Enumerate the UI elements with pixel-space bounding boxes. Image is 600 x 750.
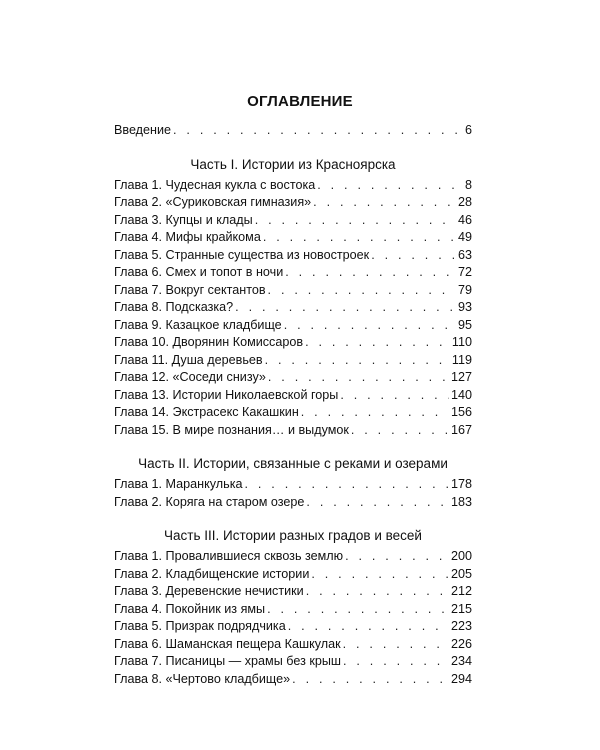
toc-entry-page: 49 — [457, 230, 472, 244]
table-of-contents — [114, 122, 472, 688]
dot-leader — [255, 212, 456, 230]
dot-leader — [343, 653, 449, 671]
dot-leader — [245, 476, 449, 494]
toc-entry[interactable] — [114, 264, 472, 282]
toc-entry-page: 200 — [450, 549, 472, 563]
dot-leader — [343, 636, 449, 654]
toc-entry[interactable] — [114, 352, 472, 370]
toc-entry-label: Глава 8. Подсказка? — [114, 300, 234, 314]
toc-entry-label: Глава 2. «Суриковская гимназия» — [114, 195, 312, 209]
toc-entry-page: 205 — [450, 566, 472, 581]
toc-entry-label: Глава 9. Казацкое кладбище — [114, 317, 282, 332]
toc-entry-label: Глава 5. Странные существа из новостроек — [114, 247, 370, 262]
toc-entry-label: Глава 1. Провалившиеся сквозь землю — [114, 549, 344, 563]
toc-entry[interactable] — [114, 601, 472, 619]
toc-entry-page: 178 — [450, 477, 472, 491]
toc-entry[interactable] — [114, 177, 472, 195]
toc-entry[interactable] — [114, 404, 472, 422]
dot-leader — [235, 299, 456, 317]
toc-entry-page: 183 — [450, 494, 472, 509]
toc-entry[interactable] — [114, 476, 472, 494]
toc-entry[interactable] — [114, 212, 472, 230]
dot-leader — [371, 247, 456, 265]
dot-leader — [306, 494, 449, 512]
toc-entry[interactable] — [114, 194, 472, 212]
toc-entry-page: 223 — [450, 619, 472, 633]
part-heading: Часть III. Истории разных градов и весей — [164, 528, 422, 543]
toc-entry-page: 212 — [450, 584, 472, 598]
dot-leader — [345, 548, 449, 566]
toc-entry-label: Глава 2. Коряга на старом озере — [114, 494, 305, 509]
part-heading: Часть I. Истории из Красноярска — [190, 156, 396, 172]
dot-leader — [306, 583, 449, 601]
dot-leader — [285, 264, 456, 282]
toc-entry[interactable] — [114, 422, 472, 440]
toc-entry-label: Глава 13. Истории Николаевской горы — [114, 387, 339, 402]
toc-entry-label: Глава 6. Шаманская пещера Кашкулак — [114, 636, 341, 651]
toc-entry-page: 72 — [457, 265, 472, 279]
toc-entry[interactable] — [114, 653, 472, 671]
toc-entry-page: 119 — [451, 352, 472, 367]
toc-entry-intro[interactable] — [114, 122, 472, 140]
toc-entry-page: 234 — [450, 654, 472, 668]
page-title: ОГЛАВЛЕНИЕ — [247, 93, 353, 110]
toc-entry-page: 8 — [464, 177, 472, 192]
dot-leader — [268, 369, 449, 387]
toc-entry-page: 93 — [457, 300, 472, 314]
toc-entry-label: Глава 4. Мифы крайкома — [114, 230, 261, 244]
toc-entry-page: 63 — [457, 247, 472, 262]
toc-entry-page: 215 — [450, 601, 472, 616]
dot-leader — [265, 352, 450, 370]
toc-entry-page: 127 — [450, 370, 472, 384]
toc-entry[interactable] — [114, 548, 472, 566]
dot-leader — [292, 671, 449, 689]
toc-entry[interactable] — [114, 566, 472, 584]
toc-entry-page: 167 — [450, 422, 472, 437]
toc-entry-page: 156 — [450, 405, 472, 419]
toc-entry-page: 79 — [457, 282, 472, 297]
toc-parts — [114, 155, 472, 689]
toc-entry[interactable] — [114, 299, 472, 317]
toc-entry-label: Глава 7. Вокруг сектантов — [114, 282, 266, 297]
dot-leader — [267, 601, 449, 619]
toc-entry[interactable] — [114, 369, 472, 387]
toc-entry-label: Глава 4. Покойник из ямы — [114, 601, 266, 616]
dot-leader — [288, 618, 449, 636]
toc-entry-page: 294 — [450, 671, 472, 686]
toc-entry[interactable] — [114, 671, 472, 689]
toc-entry-page: 110 — [451, 335, 472, 349]
dot-leader — [317, 177, 463, 195]
toc-entry[interactable] — [114, 636, 472, 654]
toc-entry-label: Глава 3. Купцы и клады — [114, 212, 253, 227]
dot-leader — [351, 422, 449, 440]
toc-entry[interactable] — [114, 387, 472, 405]
toc-entry-label: Глава 7. Писаницы — храмы без крыш — [114, 654, 342, 668]
dot-leader — [301, 404, 449, 422]
toc-entry-label: Введение — [114, 123, 172, 137]
toc-entry-label: Глава 5. Призрак подрядчика — [114, 619, 286, 633]
toc-entry[interactable] — [114, 334, 472, 352]
toc-entry-page: 226 — [450, 636, 472, 651]
toc-entry-label: Глава 2. Кладбищенские истории — [114, 566, 310, 581]
toc-entry-label: Глава 15. В мире познания… и выдумок — [114, 422, 349, 437]
dot-leader — [313, 194, 456, 212]
toc-entry-page: 46 — [457, 212, 472, 227]
toc-entry-label: Глава 1. Маранкулька — [114, 477, 243, 491]
dot-leader — [311, 566, 449, 584]
toc-entry-label: Глава 12. «Соседи снизу» — [114, 370, 266, 384]
toc-entry[interactable] — [114, 317, 472, 335]
dot-leader — [305, 334, 450, 352]
dot-leader — [173, 122, 463, 140]
toc-entry-label: Глава 1. Чудесная кукла с востока — [114, 177, 316, 192]
dot-leader — [268, 282, 456, 300]
toc-entry-label: Глава 14. Экстрасекс Какашкин — [114, 405, 299, 419]
toc-entry-page: 6 — [464, 123, 472, 137]
toc-entry[interactable] — [114, 247, 472, 265]
toc-entry-label: Глава 11. Душа деревьев — [114, 352, 263, 367]
toc-entry-page: 28 — [457, 195, 472, 209]
toc-entry[interactable] — [114, 229, 472, 247]
dot-leader — [284, 317, 456, 335]
toc-entry-page: 140 — [450, 387, 472, 402]
toc-entry[interactable] — [114, 282, 472, 300]
part-heading: Часть II. Истории, связанные с реками и озерами — [138, 456, 448, 471]
toc-entry[interactable] — [114, 618, 472, 636]
dot-leader — [263, 229, 456, 247]
toc-entry-label: Глава 3. Деревенские нечистики — [114, 584, 304, 598]
toc-entry[interactable] — [114, 583, 472, 601]
toc-entry-page: 95 — [457, 317, 472, 332]
toc-entry-label: Глава 10. Дворянин Комиссаров — [114, 335, 304, 349]
toc-entry[interactable] — [114, 494, 472, 512]
dot-leader — [340, 387, 449, 405]
toc-entry-label: Глава 8. «Чертово кладбище» — [114, 671, 291, 686]
toc-entry-label: Глава 6. Смех и топот в ночи — [114, 265, 284, 279]
